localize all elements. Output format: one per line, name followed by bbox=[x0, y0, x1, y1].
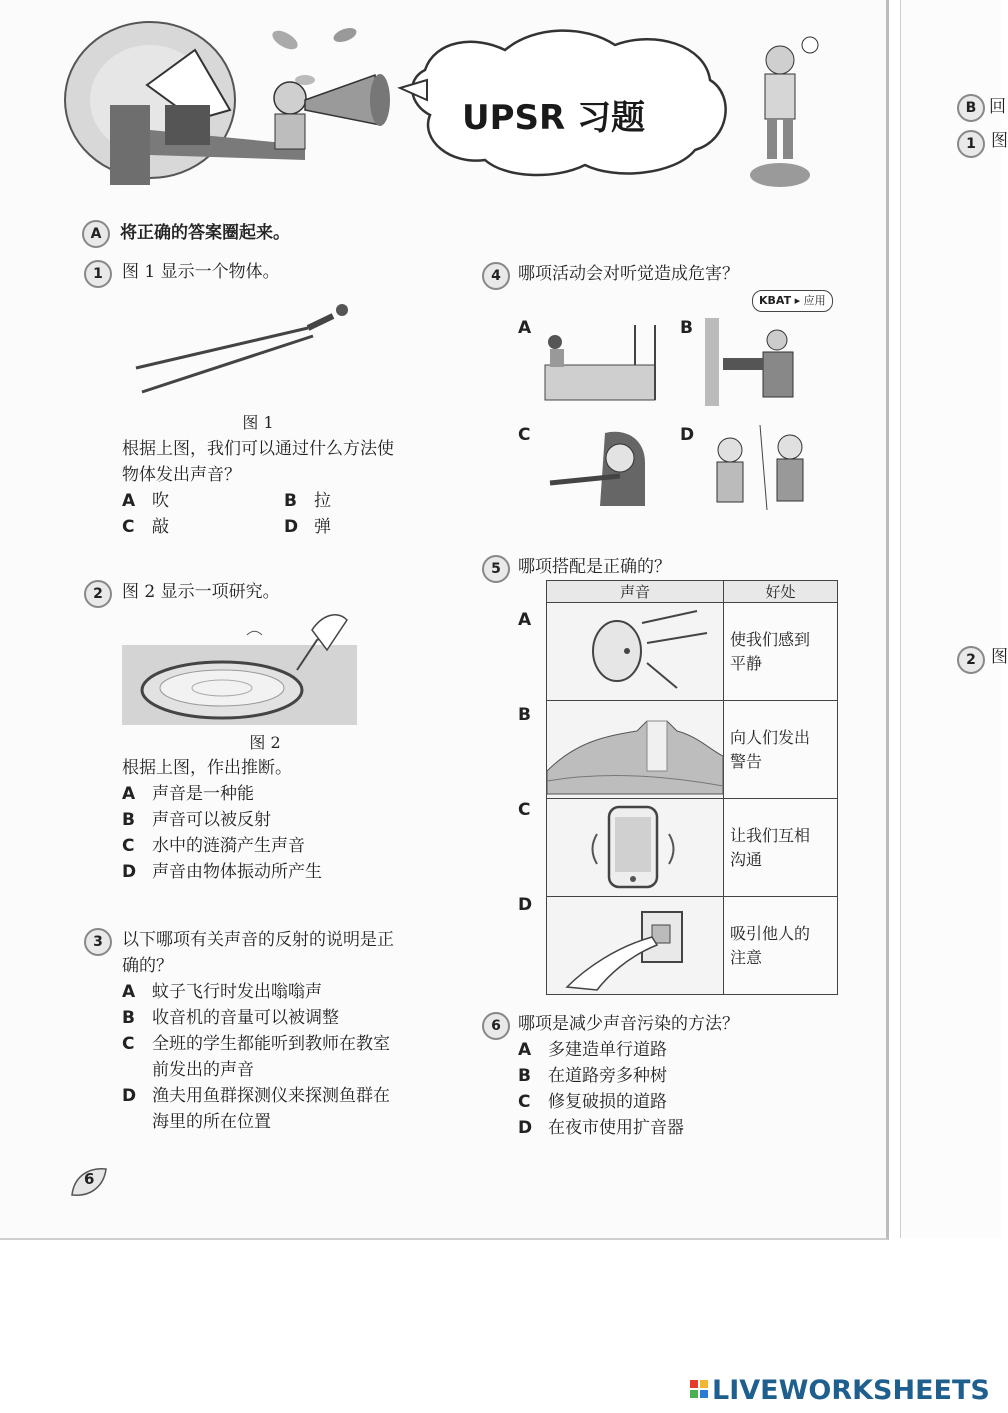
q4-label-b[interactable]: B bbox=[680, 318, 693, 338]
q4-text: 哪项活动会对听觉造成危害？ bbox=[518, 264, 739, 284]
next-q2-number: 2 bbox=[957, 646, 985, 674]
q1-option-b[interactable] bbox=[284, 488, 331, 514]
q5-row-b-text-line1: 向人们发出 bbox=[730, 727, 811, 747]
kbat-badge: KBAT ▸ 应用 bbox=[752, 290, 833, 312]
q4-number: 4 bbox=[482, 262, 510, 290]
q5-row-d-picture bbox=[547, 897, 724, 995]
q5-row-c-letter: C bbox=[518, 800, 531, 820]
section-a-badge: A bbox=[82, 220, 110, 248]
q3-option-d[interactable] bbox=[122, 1083, 390, 1109]
q2-option-d-letter: D bbox=[122, 862, 137, 882]
q5-row-a[interactable] bbox=[547, 603, 838, 701]
banner-title: UPSR 习题 bbox=[462, 98, 646, 138]
q2-option-b-text: 声音可以被反射 bbox=[152, 810, 271, 830]
q6-option-c-letter: C bbox=[518, 1092, 531, 1112]
next-q1-number: 1 bbox=[957, 130, 985, 158]
banner-illustration bbox=[55, 10, 845, 195]
q3-option-a[interactable] bbox=[122, 979, 322, 1005]
q5-row-b-picture bbox=[547, 701, 724, 799]
page-number: 6 bbox=[84, 1170, 95, 1188]
q1-option-d-text: 弹 bbox=[314, 517, 331, 537]
q3-text-line1: 以下哪项有关声音的反射的说明是正 bbox=[122, 930, 394, 950]
q2-option-a[interactable] bbox=[122, 781, 254, 807]
q5-header-sound: 声音 bbox=[547, 581, 724, 603]
q2-text: 图 2 显示一项研究。 bbox=[122, 582, 280, 602]
q4-picture-d bbox=[705, 425, 815, 510]
kbat-badge-label: KBAT bbox=[759, 294, 792, 307]
waterfall-icon bbox=[547, 701, 723, 794]
q5-row-c-text-line2: 沟通 bbox=[730, 849, 763, 869]
q1-tuning-fork-figure bbox=[128, 298, 358, 398]
q3-option-b-text: 收音机的音量可以被调整 bbox=[152, 1008, 339, 1028]
q3-option-a-letter: A bbox=[122, 982, 136, 1002]
q4-picture-b bbox=[705, 318, 810, 406]
q2-option-b-letter: B bbox=[122, 810, 135, 830]
liveworksheets-logo-mark bbox=[690, 1380, 708, 1404]
q5-header-benefit: 好处 bbox=[724, 581, 838, 603]
q4-picture-c bbox=[545, 428, 665, 508]
q4-picture-a bbox=[540, 320, 660, 405]
q4-label-c[interactable]: C bbox=[518, 425, 531, 445]
q3-option-a-text: 蚊子飞行时发出嗡嗡声 bbox=[152, 982, 322, 1002]
q2-option-a-text: 声音是一种能 bbox=[152, 784, 254, 804]
section-b-badge: B bbox=[957, 94, 985, 122]
doorbell-icon bbox=[547, 897, 723, 990]
q1-text: 图 1 显示一个物体。 bbox=[122, 262, 280, 282]
q3-option-c-letter: C bbox=[122, 1034, 135, 1054]
bell-icon bbox=[547, 603, 723, 696]
q5-row-d-text-line1: 吸引他人的 bbox=[730, 923, 811, 943]
q1-number: 1 bbox=[84, 260, 112, 288]
q6-option-d-text: 在夜市使用扩音器 bbox=[548, 1118, 684, 1138]
q1-option-c[interactable] bbox=[122, 514, 169, 540]
q4-label-a[interactable]: A bbox=[518, 318, 532, 338]
q2-option-a-letter: A bbox=[122, 784, 136, 804]
next-q2-text-fragment: 图 bbox=[991, 647, 1008, 667]
q1-option-c-text: 敲 bbox=[152, 517, 169, 537]
q2-water-dish-figure bbox=[122, 610, 357, 725]
q3-option-d-letter: D bbox=[122, 1086, 137, 1106]
q1-option-b-letter: B bbox=[284, 491, 297, 511]
q1-option-d[interactable] bbox=[284, 514, 331, 540]
q5-row-b[interactable] bbox=[547, 701, 838, 799]
liveworksheets-logo-text: LIVEWORKSHEETS bbox=[712, 1375, 990, 1406]
q2-option-d-text: 声音由物体振动所产生 bbox=[152, 862, 322, 882]
q6-option-c[interactable] bbox=[518, 1089, 667, 1115]
q3-option-d-text-line2: 海里的所在位置 bbox=[152, 1112, 271, 1132]
q6-option-c-text: 修复破损的道路 bbox=[548, 1092, 667, 1112]
q5-text: 哪项搭配是正确的？ bbox=[518, 557, 671, 577]
q5-row-d-text-line2: 注意 bbox=[730, 947, 763, 967]
section-b-text-fragment: 回 bbox=[989, 97, 1006, 117]
q6-number: 6 bbox=[482, 1012, 510, 1040]
q3-option-b-letter: B bbox=[122, 1008, 135, 1028]
q3-option-c[interactable] bbox=[122, 1031, 390, 1057]
q3-option-b[interactable] bbox=[122, 1005, 339, 1031]
q3-number: 3 bbox=[84, 928, 112, 956]
q5-row-c[interactable] bbox=[547, 799, 838, 897]
q5-number: 5 bbox=[482, 555, 510, 583]
q2-number: 2 bbox=[84, 580, 112, 608]
q2-option-c[interactable] bbox=[122, 833, 305, 859]
q5-row-b-letter: B bbox=[518, 705, 531, 725]
q6-option-b-letter: B bbox=[518, 1066, 531, 1086]
q2-question: 根据上图，作出推断。 bbox=[122, 758, 292, 778]
q5-row-d[interactable] bbox=[547, 897, 838, 995]
section-a-instruction: 将正确的答案圈起来。 bbox=[120, 223, 290, 243]
q3-option-c-text-line2: 前发出的声音 bbox=[152, 1060, 254, 1080]
q5-row-b-text-line2: 警告 bbox=[730, 751, 763, 771]
q1-option-a-text: 吹 bbox=[152, 491, 169, 511]
q5-row-c-text-line1: 让我们互相 bbox=[730, 825, 811, 845]
q1-caption: 图 1 bbox=[242, 413, 274, 432]
q2-option-d[interactable] bbox=[122, 859, 322, 885]
q1-option-d-letter: D bbox=[284, 517, 299, 537]
q5-row-a-text-line1: 使我们感到 bbox=[730, 629, 811, 649]
q3-option-d-text: 渔夫用鱼群探测仪来探测鱼群在 bbox=[152, 1086, 390, 1106]
q6-option-a-text: 多建造单行道路 bbox=[548, 1040, 667, 1060]
q6-option-b-text: 在道路旁多种树 bbox=[548, 1066, 667, 1086]
q6-option-d-letter: D bbox=[518, 1118, 533, 1138]
q2-caption: 图 2 bbox=[249, 733, 281, 752]
q1-option-a[interactable] bbox=[122, 488, 169, 514]
q1-option-b-text: 拉 bbox=[314, 491, 331, 511]
q2-option-c-text: 水中的涟漪产生声音 bbox=[152, 836, 305, 856]
q6-option-a[interactable] bbox=[518, 1037, 667, 1063]
q5-row-d-letter: D bbox=[518, 895, 533, 915]
liveworksheets-logo bbox=[690, 1375, 990, 1406]
q5-row-a-text-line2: 平静 bbox=[730, 653, 763, 673]
q2-option-b[interactable] bbox=[122, 807, 271, 833]
q1-option-c-letter: C bbox=[122, 517, 135, 537]
q6-option-b[interactable] bbox=[518, 1063, 667, 1089]
next-q1-text-fragment: 图 bbox=[991, 131, 1008, 151]
phone-icon bbox=[547, 799, 723, 892]
q4-label-d[interactable]: D bbox=[680, 425, 695, 445]
next-page-fragment bbox=[900, 0, 1008, 1238]
q5-match-table bbox=[546, 580, 838, 995]
q6-text: 哪项是减少声音污染的方法？ bbox=[518, 1014, 739, 1034]
q6-option-a-letter: A bbox=[518, 1040, 532, 1060]
q2-option-c-letter: C bbox=[122, 836, 135, 856]
q1-option-a-letter: A bbox=[122, 491, 136, 511]
q5-row-a-letter: A bbox=[518, 610, 532, 630]
q3-text-line2: 确的？ bbox=[122, 956, 173, 976]
q6-option-d[interactable] bbox=[518, 1115, 684, 1141]
q1-question-line1: 根据上图，我们可以通过什么方法使 bbox=[122, 439, 394, 459]
q1-question-line2: 物体发出声音？ bbox=[122, 465, 241, 485]
q3-option-c-text: 全班的学生都能听到教师在教室 bbox=[152, 1034, 390, 1054]
q5-row-a-picture bbox=[547, 603, 724, 701]
q5-row-c-picture bbox=[547, 799, 724, 897]
kbat-badge-type: 应用 bbox=[803, 294, 826, 307]
